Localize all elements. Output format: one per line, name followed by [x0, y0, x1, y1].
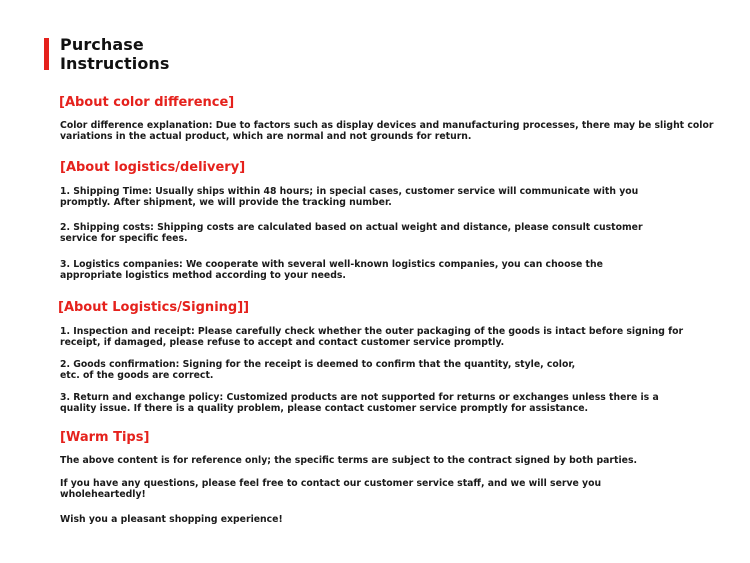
paragraph-line: 3. Logistics companies: We cooperate with several well-known logistics companies, you can choose the — [60, 259, 603, 270]
paragraph-reference-only — [60, 455, 637, 466]
paragraph-return-exchange — [60, 392, 659, 414]
paragraph-line: variations in the actual product, which are normal and not grounds for return. — [60, 131, 472, 142]
paragraph-goods-confirmation — [60, 359, 575, 381]
paragraph-line: wholeheartedly! — [60, 489, 146, 500]
section-heading-color-difference: [About color difference] — [59, 95, 235, 110]
paragraph-line: 1. Shipping Time: Usually ships within 48 hours; in special cases, customer service will communicate with you — [60, 186, 639, 197]
paragraph-line: Color difference explanation: Due to factors such as display devices and manufacturing processes, there may be slight color — [60, 120, 714, 131]
paragraph-shipping-costs — [60, 222, 643, 244]
page-title-line-1: Purchase — [60, 35, 144, 54]
paragraph-inspection-receipt — [60, 326, 683, 348]
paragraph-line: 1. Inspection and receipt: Please carefully check whether the outer packaging of the goods is intact before signing for — [60, 326, 684, 337]
paragraph-line: receipt, if damaged, please refuse to accept and contact customer service promptly. — [60, 337, 505, 348]
paragraph-logistics-companies — [60, 259, 603, 281]
page-title — [60, 35, 170, 73]
section-heading-logistics-delivery: [About logistics/delivery] — [60, 160, 246, 175]
paragraph-line: 2. Shipping costs: Shipping costs are calculated based on actual weight and distance, please consult customer — [60, 222, 643, 233]
paragraph-line: etc. of the goods are correct. — [60, 370, 214, 381]
paragraph-pleasant-shopping — [60, 514, 283, 525]
section-heading-warm-tips: [Warm Tips] — [60, 430, 150, 445]
paragraph-line: service for specific fees. — [60, 233, 188, 244]
paragraph-contact-service — [60, 478, 601, 500]
paragraph-color-difference — [60, 120, 713, 142]
paragraph-line: appropriate logistics method according to your needs. — [60, 270, 346, 281]
paragraph-line: If you have any questions, please feel free to contact our customer service staff, and we will serve you — [60, 478, 602, 489]
title-accent-bar — [44, 38, 49, 70]
paragraph-line: Wish you a pleasant shopping experience! — [60, 514, 283, 525]
paragraph-line: The above content is for reference only; the specific terms are subject to the contract signed by both parties. — [60, 455, 638, 466]
paragraph-line: 3. Return and exchange policy: Customized products are not supported for returns or exchanges unless there is a — [60, 392, 659, 403]
paragraph-line: 2. Goods confirmation: Signing for the receipt is deemed to confirm that the quantity, style, color, — [60, 359, 576, 370]
paragraph-line: quality issue. If there is a quality problem, please contact customer service promptly for assistance. — [60, 403, 589, 414]
section-heading-logistics-signing: [About Logistics/Signing]] — [58, 300, 250, 315]
paragraph-line: promptly. After shipment, we will provide the tracking number. — [60, 197, 392, 208]
page-title-line-2: Instructions — [60, 54, 170, 73]
paragraph-shipping-time — [60, 186, 638, 208]
